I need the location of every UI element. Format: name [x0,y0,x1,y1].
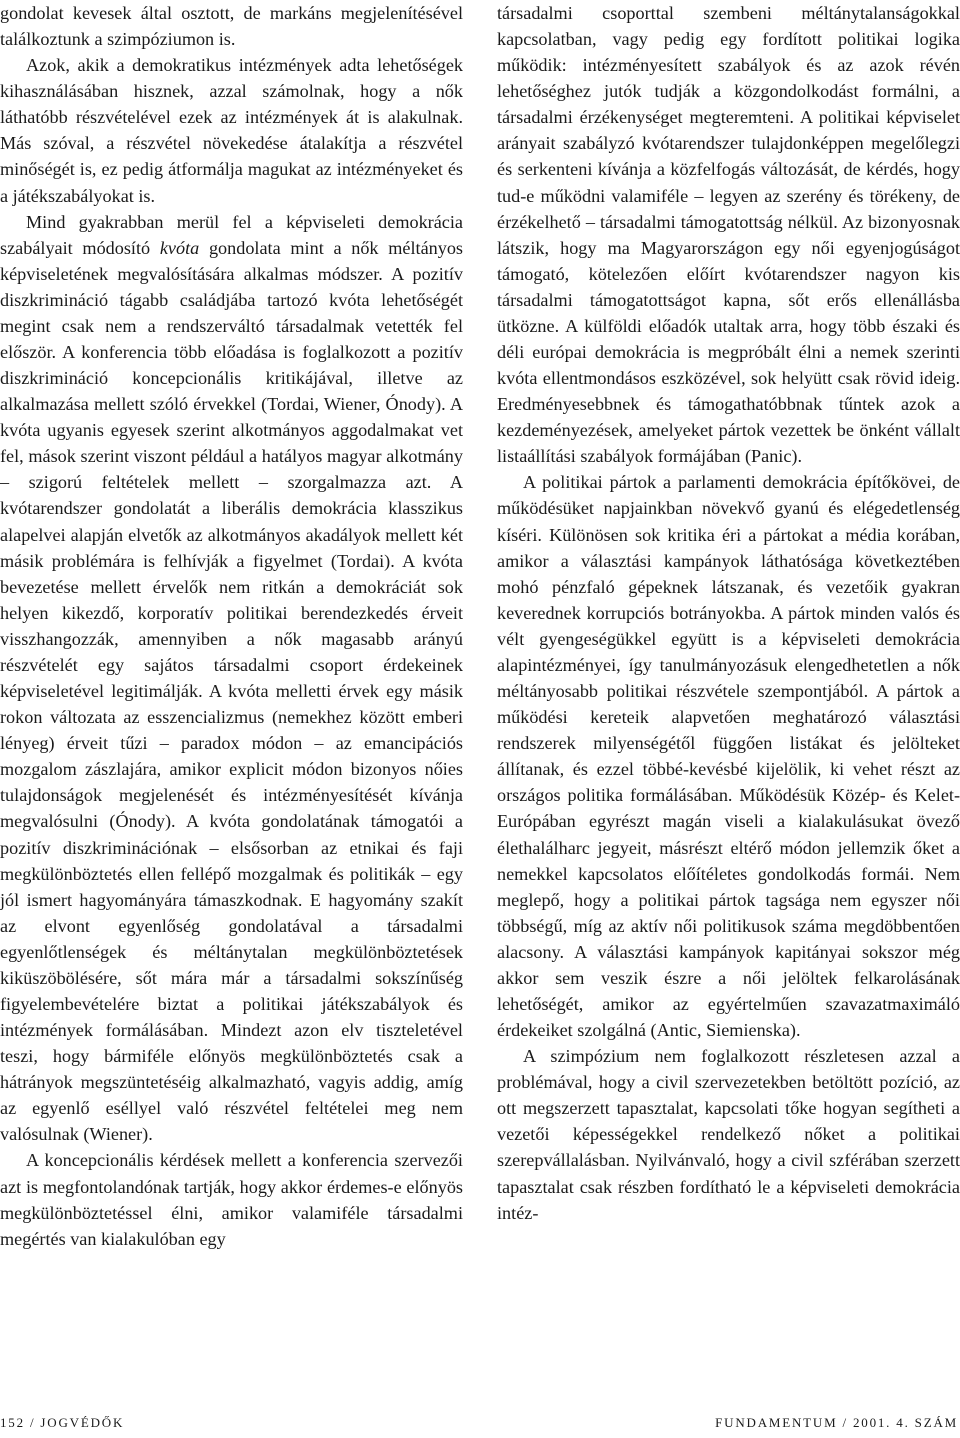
paragraph: A koncepcionális kérdések mellett a konferencia szervezői azt is megfontolandónak tartják, hogy akkor érdemes-e előnyös megkülönböztetéssel élni, amikor valamiféle társadalmi megértés van kialakulóban egy [0,1150,463,1249]
paragraph: A szimpózium nem foglalkozott részletesen azzal a problémával, hogy a civil szervezetekben betöltött pozíció, az ott megszerzett tapasztalat, kapcsolati tőke hogyan segítheti a vezetői képességekkel rendelkező nőket a politikai szerepvállalásban. Nyilvánvaló, hogy a civil szférában szerzett tapasztalat csak részben fordítható le a képviseleti demokrácia intéz- [497,1046,960,1223]
page-footer [0,1415,960,1435]
paragraph: A politikai pártok a parlamenti demokrácia építőkövei, de működésüket napjainkban növekvő gyanú és elégedetlenség kíséri. Különösen sok kritika éri a pártokat a média korában, amikor a választási kampányok láthatósága következtében mohó pénzfaló gépeknek látszanak, és vezetőik gyakran keverednek korrupciós botrányokba. A pártok minden valós és vélt gyengeségükkel együtt is a képviseleti demokrácia alapintézményei, így tanulmányozásuk elengedhetetlen a nők méltányosabb politikai részvétele szempontjából. A pártok a működési kereteik alapvetően meghatározó választási rendszerek milyenségétől függően listákat és jelölteket állítanak, és ezzel többé-kevésbé kijelölik, ki vehet részt az országos politika formálásában. Működésük Közép- és Kelet-Európában egyrészt magán viseli a kialakulásukat övező élethalálharc jegyeit, másrészt eltérő módon jellemzik őket a nemekkel kapcsolatos előítéletes gondolkodás formái. Nem meglepő, hogy a politikai pártok tagsága nem egyszer női többségű, míg az aktív női politikusok száma megdöbbentően alacsony. A választási kampányok kapitányai sokszor még akkor sem veszik észre a női jelöltek felkarolásának lehetőségét, amikor az egyértelműen szavazatmaximáló érdekeiket szolgálná (Antic, Siemienska). [497,472,960,1041]
footer-journal-issue: FUNDAMENTUM / 2001. 4. SZÁM [715,1415,958,1430]
paragraph [0,209,463,1148]
emphasis-kvota: kvóta [159,237,200,258]
text-run: Mind gyakrabban merül fel a képviseleti demokrácia szabályait módosító [0,211,463,258]
paragraph: társadalmi csoporttal szembeni méltánytalanságokkal kapcsolatban, vagy pedig egy fordított politikai logika működik: intézményesített szabályok és az azok révén lehetőséghez jutók tudják a közgondolkodást formálni, a társadalmi érzékenységet megteremteni. A politikai képviselet arányait szabályzó kvótarendszer tulajdonképpen megelőlegzi és serkenteni kívánja a közfelfogás változását, de kérdés, hogy tud-e működni valamiféle – legyen az szerény és törékeny, de érzékelhető – társadalmi támogatottság nélkül. Az bizonyosnak látszik, hogy ma Magyarországon egy női egyenjogúságot támogató, kötelezően előírt kvótarendszer nagyon kis társadalmi támogatottságot kapna, sőt erős ellenállásba ütközne. A külföldi előadók utaltak arra, hogy több északi és déli európai demokrácia is megpróbált élni a nemek szerinti kvóta ellentmondásos eszközével, sok helyütt csak rövid ideig. Eredményesebbnek és támogathatóbbnak tűntek azok a kezdeményezések, amelyeket pártok vezettek be önként vállalt listaállítási szabályok formájában (Panic). [497,3,960,467]
right-column [497,0,960,1226]
footer-page-section: 152 / JOGVÉDŐK [0,1415,125,1430]
text-run: gondolata mint a nők méltányos képviseletének megvalósítására alkalmas módszer. A pozitív diszkrimináció tágabb családjába tartozó kvóta lehetőségét megint csak nem a rendszerváltó társadalmak vetették fel először. A konferencia több előadása is foglalkozott a pozitív diszkrimináció koncepcionális kritikájával, illetve az alkalmazása mellett szóló érvekkel (Tordai, Wiener, Ónody). A kvóta ugyanis egyesek szerint alkotmányos aggodalmakat vet fel, mások szerint viszont például a hatályos magyar alkotmány – szigorú feltételek mellett – szorgalmazza azt. A kvótarendszer gondolatát a liberális demokrácia klasszikus alapelvei alapján elvetők az alkotmányos akadályok mellett két másik problémára is felhívják a figyelmet (Tordai). A kvóta bevezetése mellett érvelők nem ritkán a demokráciát sok helyen kikezdő, korporatív politikai berendezkedés érveit visszhangozzák, amennyiben a nők magasabb arányú részvételét egy sajátos társadalmi csoport érdekeinek képviseletével legitimálják. A kvóta melletti érvek egy másik rokon változata az esszencializmus (nemekhez között emberi lényeg) érveit tűzi – paradox módon – az emancipációs mozgalom zászlajára, amikor explicit módon bizonyos nőies tulajdonságok megjelenését és intézményesítését kívánja megvalósulni (Ónody). A kvóta gondolatának támogatói a pozitív diszkriminációnak – elsősorban az etnikai és faji megkülönböztetés ellen fellépő mozgalmak és politikák – egy jól ismert hagyományára támaszkodnak. E hagyomány szakít az elvont egyenlőség gondolatával a társadalmi egyenlőtlenségek és méltánytalan megkülönböztetések kiküszöbölésére, sőt mára már a társadalmi sokszínűség figyelembevételére biztat a politikai játékszabályok és intézmények formálásában. Mindezt azon elv tiszteletével teszi, hogy bármiféle előnyös megkülönböztetés csak a hátrányok megszüntetéséig alkalmazható, vagyis addig, amíg az egyenlő eséllyel való részvétel feltételei meg nem valósulnak (Wiener). [0,237,463,1145]
left-column [0,0,463,1252]
paragraph: Azok, akik a demokratikus intézmények adta lehetőségek kihasználásában hisznek, azzal számolnak, hogy a nők láthatóbb részvételével ezek az intézmények át is alakulnak. Más szóval, a részvétel növekedése átalakítja a részvétel minőségét is, ez pedig átformálja magukat az intézményeket és a játékszabályokat is. [0,55,463,206]
paragraph: gondolat kevesek által osztott, de markáns megjelenítésével találkoztunk a szimpóziumon is. [0,3,463,50]
